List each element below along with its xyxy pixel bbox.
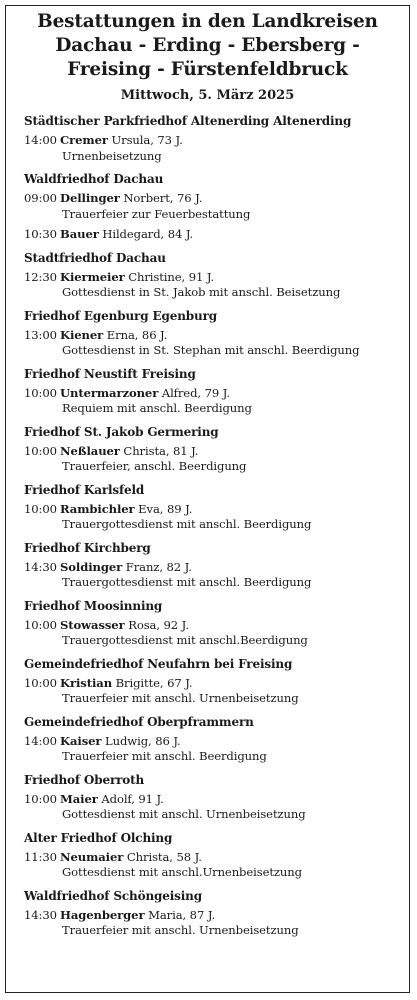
deceased-surname: Hagenberger	[60, 907, 145, 922]
cemetery-section	[24, 830, 401, 881]
cemetery-section	[24, 888, 401, 939]
service-description: Urnenbeisetzung	[62, 148, 162, 163]
burial-time: 10:00	[24, 617, 57, 632]
deceased-surname: Kiener	[60, 327, 104, 342]
deceased-surname: Cremer	[60, 133, 108, 147]
deceased-firstname-age: Hildegard, 84 J.	[102, 227, 194, 241]
burial-list	[24, 113, 401, 946]
burial-entry-line	[24, 328, 401, 344]
burial-time: 10:00	[24, 385, 57, 400]
cemetery-name: Städtischer Parkfriedhof Altenerding Altenerding	[24, 114, 352, 128]
burial-entry-line	[24, 676, 401, 692]
service-description: Trauergottesdienst mit anschl. Beerdigung	[62, 517, 312, 531]
burial-entry-line	[24, 444, 401, 460]
cemetery-section	[24, 424, 401, 475]
cemetery-section	[24, 772, 401, 823]
service-description: Trauerfeier mit anschl. Urnenbeisetzung	[62, 691, 299, 705]
cemetery-name: Gemeindefriedhof Neufahrn bei Freising	[24, 656, 293, 671]
service-description: Trauerfeier mit anschl. Urnenbeisetzung	[62, 923, 299, 937]
cemetery-name: Gemeindefriedhof Oberpframmern	[24, 714, 254, 729]
burial-entry-line	[24, 191, 401, 207]
service-description: Trauerfeier mit anschl. Beerdigung	[62, 749, 267, 763]
cemetery-name: Friedhof Egenburg Egenburg	[24, 308, 218, 323]
page-title-line-3: Freising - Fürstenfeldbruck	[67, 59, 348, 80]
cemetery-name: Stadtfriedhof Dachau	[24, 250, 166, 265]
burial-time: 10:30	[24, 227, 57, 241]
burial-time: 10:00	[24, 443, 57, 458]
burial-entry	[24, 444, 401, 475]
deceased-surname: Neßlauer	[60, 443, 120, 458]
cemetery-name: Waldfriedhof Schöngeising	[24, 888, 202, 903]
burial-entry	[24, 560, 401, 591]
deceased-firstname-age: Eva, 89 J.	[138, 501, 193, 516]
burial-time: 12:30	[24, 269, 57, 284]
cemetery-name: Friedhof Oberroth	[24, 772, 145, 787]
cemetery-section	[24, 656, 401, 707]
deceased-surname: Dellinger	[60, 191, 120, 205]
burial-entry	[24, 502, 401, 533]
deceased-surname: Kristian	[60, 675, 113, 690]
service-description: Gottesdienst in St. Stephan mit anschl. Beerdigung	[62, 343, 360, 357]
cemetery-name: Friedhof Neustift Freising	[24, 366, 196, 381]
burial-entry-line	[24, 734, 401, 750]
cemetery-name: Alter Friedhof Olching	[24, 830, 173, 845]
deceased-surname: Neumaier	[60, 849, 124, 864]
burial-entry-line	[24, 560, 401, 576]
cemetery-section	[24, 598, 401, 649]
burial-entry	[24, 227, 401, 243]
burial-entry	[24, 191, 401, 222]
cemetery-section	[24, 171, 401, 243]
deceased-firstname-age: Erna, 86 J.	[106, 327, 168, 342]
deceased-firstname-age: Maria, 87 J.	[148, 907, 216, 922]
service-description: Gottesdienst mit anschl. Urnenbeisetzung	[62, 807, 306, 821]
cemetery-name: Waldfriedhof Dachau	[24, 172, 164, 186]
burial-entry	[24, 850, 401, 881]
service-description: Requiem mit anschl. Beerdigung	[62, 401, 252, 415]
notice-header	[6, 6, 409, 105]
burial-entry-line	[24, 270, 401, 286]
burial-entry-line	[24, 133, 401, 149]
burial-entry-line	[24, 618, 401, 634]
burial-entry	[24, 386, 401, 417]
deceased-surname: Untermarzoner	[60, 385, 159, 400]
burial-entry	[24, 328, 401, 359]
burial-time: 10:00	[24, 791, 57, 806]
deceased-firstname-age: Franz, 82 J.	[125, 559, 192, 574]
burial-time: 10:00	[24, 501, 57, 516]
page-title-line-1: Bestattungen in den Landkreisen	[37, 11, 378, 32]
burial-entry	[24, 908, 401, 939]
deceased-surname: Stowasser	[60, 617, 125, 632]
page-title-line-2: Dachau - Erding - Ebersberg -	[55, 35, 360, 56]
burial-entry-line	[24, 850, 401, 866]
burial-time: 13:00	[24, 327, 57, 342]
service-description: Trauergottesdienst mit anschl.Beerdigung	[62, 633, 308, 647]
cemetery-section	[24, 482, 401, 533]
burial-entry-line	[24, 502, 401, 518]
burial-entry	[24, 734, 401, 765]
burial-entry	[24, 133, 401, 164]
deceased-firstname-age: Christa, 81 J.	[123, 443, 199, 458]
burial-entry	[24, 618, 401, 649]
cemetery-section	[24, 113, 401, 164]
deceased-surname: Soldinger	[60, 559, 123, 574]
cemetery-section	[24, 308, 401, 359]
deceased-firstname-age: Ludwig, 86 J.	[105, 733, 181, 748]
deceased-firstname-age: Rosa, 92 J.	[128, 617, 189, 632]
deceased-surname: Maier	[60, 791, 98, 806]
cemetery-section	[24, 366, 401, 417]
cemetery-name: Friedhof St. Jakob Germering	[24, 424, 219, 439]
deceased-surname: Kiermeier	[60, 269, 125, 284]
cemetery-section	[24, 714, 401, 765]
deceased-firstname-age: Christine, 91 J.	[128, 269, 215, 284]
service-description: Gottesdienst in St. Jakob mit anschl. Beisetzung	[62, 285, 341, 299]
deceased-firstname-age: Christa, 58 J.	[126, 849, 202, 864]
burial-entry	[24, 792, 401, 823]
obituary-notice	[5, 5, 410, 993]
deceased-surname: Rambichler	[60, 501, 135, 516]
service-description: Trauergottesdienst mit anschl. Beerdigung	[62, 575, 312, 589]
burial-entry	[24, 270, 401, 301]
burial-entry	[24, 676, 401, 707]
service-description: Trauerfeier, anschl. Beerdigung	[62, 459, 247, 473]
deceased-surname: Bauer	[60, 227, 99, 241]
burial-time: 14:00	[24, 733, 57, 748]
deceased-firstname-age: Alfred, 79 J.	[161, 385, 230, 400]
cemetery-section	[24, 250, 401, 301]
burial-time: 14:30	[24, 559, 57, 574]
notice-date: Mittwoch, 5. März 2025	[120, 88, 295, 103]
cemetery-name: Friedhof Kirchberg	[24, 540, 151, 555]
burial-time: 09:00	[24, 191, 57, 205]
burial-entry-line	[24, 227, 401, 243]
burial-time: 14:00	[24, 133, 57, 147]
cemetery-name: Friedhof Moosinning	[24, 598, 163, 613]
burial-time: 14:30	[24, 907, 57, 922]
deceased-firstname-age: Norbert, 76 J.	[123, 191, 203, 205]
deceased-surname: Kaiser	[60, 733, 102, 748]
burial-entry-line	[24, 386, 401, 402]
burial-entry-line	[24, 908, 401, 924]
service-description: Gottesdienst mit anschl.Urnenbeisetzung	[62, 865, 302, 879]
burial-time: 11:30	[24, 849, 57, 864]
burial-time: 10:00	[24, 675, 57, 690]
service-description: Trauerfeier zur Feuerbestattung	[62, 206, 251, 221]
deceased-firstname-age: Adolf, 91 J.	[101, 791, 164, 806]
burial-entry-line	[24, 792, 401, 808]
cemetery-section	[24, 540, 401, 591]
deceased-firstname-age: Ursula, 73 J.	[111, 133, 183, 147]
cemetery-name: Friedhof Karlsfeld	[24, 482, 145, 497]
deceased-firstname-age: Brigitte, 67 J.	[115, 675, 193, 690]
